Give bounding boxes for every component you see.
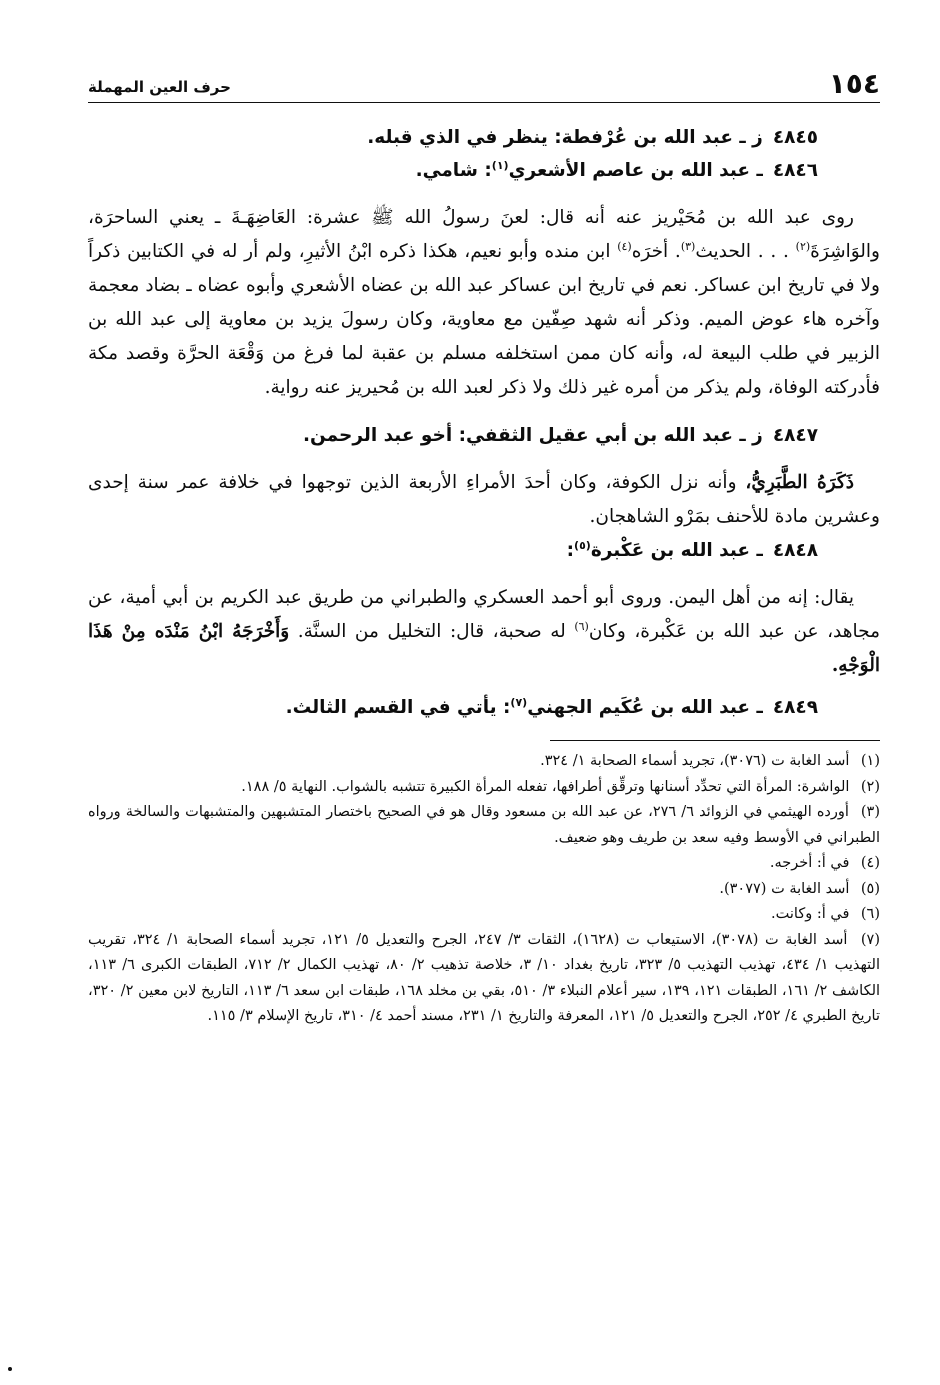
scan-speck xyxy=(8,1367,12,1371)
footnote-ref-2[interactable]: (٢) xyxy=(795,239,811,253)
entry-4845 xyxy=(88,121,880,154)
paragraph-text: يقال: إنه من أهل اليمن. وروى أبو أحمد العسكري والطبراني من طريق عبد الكريم بن أبي أمية، عن مجاهد، عن عبد الله بن عَكْبرة، وكان xyxy=(88,587,881,642)
entry-heading: ز ـ عبد الله بن عُرْفطة: ينظر في الذي قبله. xyxy=(367,127,763,148)
footnote-ref-5[interactable]: (٥) xyxy=(574,538,591,552)
entry-heading: ز ـ عبد الله بن أبي عقيل الثقفي: أخو عبد الرحمن. xyxy=(302,425,763,446)
entry-4847 xyxy=(88,419,880,452)
footnote-mark: (٥) xyxy=(860,880,880,897)
footnote-mark: (١) xyxy=(860,753,880,769)
footnote-5 xyxy=(88,877,880,903)
footnotes xyxy=(88,749,880,1030)
footnote-7 xyxy=(88,928,880,1030)
paragraph-4846 xyxy=(88,201,880,405)
footnote-ref-7[interactable]: (٧) xyxy=(510,695,528,709)
entry-4848 xyxy=(88,534,880,567)
entry-4846 xyxy=(88,154,880,187)
quoted-phrase: وَأَخْرَجَهُ ابْنُ مَنْدَه مِنْ هَذَا الْوَجْهِ. xyxy=(88,621,880,676)
paragraph-text: روى عبد الله بن مُحَيْريز عنه أنه قال: لعنَ رسولُ الله ﷺ عشرة: العَاضِهَـةَ ـ يعني الساحرَة، والوَاشِرَةَ xyxy=(88,207,880,262)
entry-heading: ـ عبد الله بن عاصم الأشعري xyxy=(508,160,763,181)
quoted-phrase: ذَكَرَهُ الطَّبَرِيُّ، xyxy=(745,472,854,493)
paragraph-4847 xyxy=(88,466,880,534)
footnote-text: أورده الهيثمي في الزوائد ٦/ ٢٧٦، عن عبد الله بن مسعود وقال هو في الصحيح باختصار المتشبهين والمتشبهات والسالخة ورواه الطبراني في الأوسط وفيه سعد بن طريف وهو ضعيف. xyxy=(88,804,880,846)
footnote-ref-3[interactable]: (٣) xyxy=(680,239,696,253)
footnote-1 xyxy=(88,749,880,775)
entry-tail: : شامي. xyxy=(415,160,492,181)
footnote-mark: (٣) xyxy=(860,804,881,820)
entry-number: ٤٨٤٩ xyxy=(772,697,818,718)
footnote-4 xyxy=(88,851,880,877)
footnote-mark: (٢) xyxy=(860,778,880,795)
page-number: ١٥٤ xyxy=(828,67,880,100)
footnote-text: أسد الغابة ت (٣٠٧٨)، الاستيعاب ت (١٦٢٨)، الثقات ٣/ ٢٤٧، الجرح والتعديل ٥/ ١٢١، تجريد أسماء الصحابة ١/ ٣٢٤، تقريب التهذيب ١/ ٤٣٤، تهذيب التهذيب ٥/ ٣٢٣، تاريخ بغداد ١٠/ ٣، خلاصة تذهيب ٢/ ٨٠، تهذيب الكمال ٢/ ٧١٢، الطبقات الكبرى ٦/ ١١٣، الكاشف ٢/ ١٦١، الطبقات ١٢١، ١٣٩، سير أعلام النبلاء ٣/ ٥١٠، بقي بن مخلد ١٦٨، طبقات ابن سعد ٦/ ١١٣، التاريخ لابن معين ٢/ ٣٢٠، تاريخ الطبري ٤/ ٢٥٢، الجرح والتعديل ٥/ ١٢١، المعرفة والتاريخ ١/ ٢٣١، مسند أحمد ٤/ ٣١٠، تاريخ الإسلام ٣/ ١١٥. xyxy=(88,931,881,1024)
entry-heading: ـ عبد الله بن عُكَيم الجهني xyxy=(527,697,763,718)
footnote-6 xyxy=(88,902,880,928)
paragraph-text: ابن منده وأبو نعيم، هكذا ذكره ابْنُ الأثيرِ، ولم أر له في الكتابين ذكراً ولا في تاريخ ابن عساكر. نعم في تاريخ ابن عساكر عبد الله بن عضاه الأشعري وأبوه عضاه ـ بضاد معجمة وآخره هاء عوض الميم. وذكر أنه شهد صِفّين مع معاوية، وكان رسولَ يزيد بن معاوية إلى عبد الله بن الزبير في طلب البيعة له، وأنه كان ممن استخلفه مسلم بن عقبة لما فرغ من وَقْعَة الحرَّة وقصد مكة فأدركته الوفاة، ولم يذكر من أمره غير ذلك ولا ذكر لعبد الله بن مُحيريز عنه رواية. xyxy=(88,241,880,398)
entry-number: ٤٨٤٨ xyxy=(772,540,818,561)
entry-tail: : xyxy=(566,540,575,561)
footnote-mark: (٧) xyxy=(860,931,880,948)
paragraph-text: . أخرَه xyxy=(631,241,681,262)
paragraph-text: له صحبة، قال: التخليل من السنَّة. xyxy=(289,621,575,642)
paragraph-4848 xyxy=(88,581,880,683)
footnote-3 xyxy=(88,800,880,851)
footnote-text: أسد الغابة ت (٣٠٧٦)، تجريد أسماء الصحابة ١/ ٣٢٤. xyxy=(540,753,850,769)
footnote-ref-1[interactable]: (١) xyxy=(491,158,509,172)
entry-tail: : يأتي في القسم الثالث. xyxy=(285,697,511,718)
footnote-ref-6[interactable]: (٦) xyxy=(574,619,589,633)
chapter-title: حرف العين المهملة xyxy=(88,78,231,96)
paragraph-text: وأنه نزل الكوفة، وكان أحدَ الأمراءِ الأربعة الذين توجهوا في خلافة عمر سنة إحدى وعشرين مادة للأحنف بمَرْو الشاهجان. xyxy=(88,472,880,527)
footnote-mark: (٤) xyxy=(860,855,880,871)
entry-number: ٤٨٤٦ xyxy=(772,160,818,181)
footnote-ref-4[interactable]: (٤) xyxy=(617,239,632,253)
footnote-text: في أ: وكانت. xyxy=(771,906,850,922)
footnote-text: في أ: أخرجه. xyxy=(769,855,850,871)
footnote-mark: (٦) xyxy=(860,906,880,922)
running-header xyxy=(88,62,880,103)
entry-number: ٤٨٤٧ xyxy=(772,425,818,446)
entry-number: ٤٨٤٥ xyxy=(772,127,818,148)
footnote-2 xyxy=(88,775,880,801)
footnote-separator xyxy=(550,740,880,741)
paragraph-text: . . . الحديث xyxy=(695,241,789,262)
entry-4849 xyxy=(88,691,880,724)
entry-heading: ـ عبد الله بن عَكْبرة xyxy=(590,540,763,561)
footnote-text: أسد الغابة ت (٣٠٧٧). xyxy=(719,880,850,897)
footnote-text: الواشرة: المرأة التي تحدِّد أسنانها وترقِّق أطرافها، تفعله المرأة الكبيرة تتشبه بالشواب. النهاية ٥/ ١٨٨. xyxy=(241,778,850,795)
